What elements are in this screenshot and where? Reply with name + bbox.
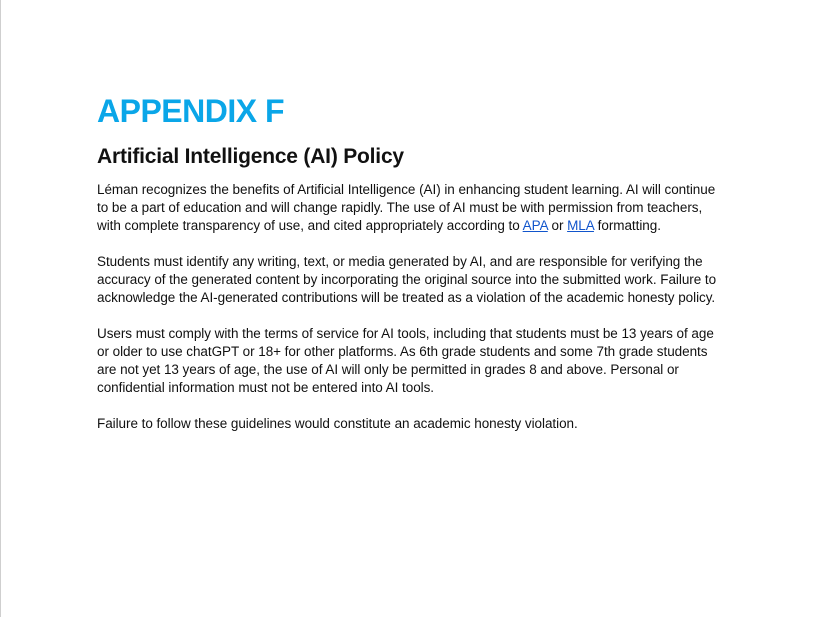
mla-link[interactable]: MLA bbox=[567, 218, 594, 233]
paragraph-violation: Failure to follow these guidelines would constitute an academic honesty violation. bbox=[97, 416, 578, 431]
policy-title: Artificial Intelligence (AI) Policy bbox=[97, 145, 404, 168]
paragraph-terms-of-service: Users must comply with the terms of service for AI tools, including that students must be 13 years of age or older to use chatGPT or 18+ for other platforms. As 6th grade students and some 7th grade students are not yet 13 years of age, the use of AI will only be permitted in grades 8 and above. Personal or confidential information must not be entered into AI tools. bbox=[97, 326, 714, 395]
page-left-edge bbox=[0, 0, 1, 617]
appendix-title: APPENDIX F bbox=[97, 93, 285, 129]
intro-text-end: formatting. bbox=[593, 218, 661, 233]
paragraph-intro bbox=[97, 181, 727, 235]
apa-link[interactable]: APA bbox=[522, 218, 548, 233]
intro-text: Léman recognizes the benefits of Artificial Intelligence (AI) in enhancing student learning. AI will continue to be a part of education and will change rapidly. The use of AI must be with permission from teachers, with complete transparency of use, and cited appropriately according to bbox=[97, 182, 716, 233]
paragraph-identification: Students must identify any writing, text, or media generated by AI, and are responsible for verifying the accuracy of the generated content by incorporating the original source into the submitted work. Failure to acknowledge the AI-generated contributions will be treated as a violation of the academic honesty policy. bbox=[97, 254, 717, 305]
intro-text-between: or bbox=[547, 218, 568, 233]
document-page bbox=[97, 90, 727, 433]
